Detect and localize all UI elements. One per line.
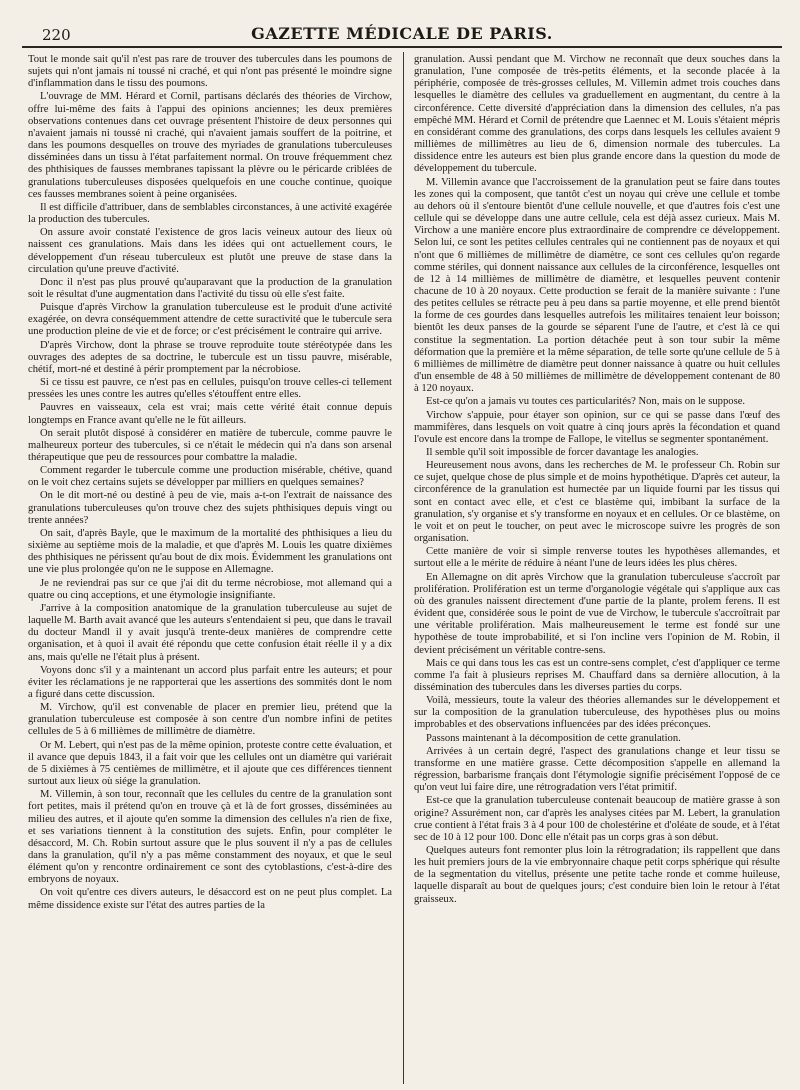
paragraph: Arrivées à un certain degré, l'aspect des granulations change et leur tissu se transforme en une matière grasse. Cette décomposition s'appelle en allemand la régression, barbarisme français dont l'étymologie signifie précisément l'opposé de ce qu'on veut lui faire dire, une rétrogradation vers l'état primitif. (414, 745, 780, 794)
paragraph: Or M. Lebert, qui n'est pas de la même opinion, proteste contre cette évaluation, et il avance que depuis 1843, il a fait voir que les cellules ont un diamètre qui variérait de 5 dixièmes à 75 centièmes de millimètre, et il ajoute que ces différences tiennent surtout aux lieux où siége la granulation. (28, 739, 392, 788)
paragraph: Est-ce qu'on a jamais vu toutes ces particularités? Non, mais on le suppose. (426, 396, 746, 408)
paragraph: Virchow s'appuie, pour étayer son opinion, sur ce qui se passe dans l'œuf des mammifères, dans lesquels on voit quatre à cinq jours après la fécondation et quand l'ovule est encore dans la trompe de Fallope, le vitellus se segmenter spontanément. (414, 409, 780, 445)
paragraph: M. Virchow, qu'il est convenable de placer en premier lieu, prétend que la granulation tuberculeuse est composée à son centre d'un nombre infini de petites cellules de 5 à 6 millièmes de millimètre de diamètre. (28, 702, 392, 738)
column-divider (403, 52, 404, 1084)
left-column (28, 54, 392, 1084)
paragraph: Comment regarder le tubercule comme une production misérable, chétive, quand on le voit chez certains sujets se développer par milliers en quelques semaines? (28, 465, 392, 489)
paragraph: L'ouvrage de MM. Hérard et Cornil, partisans déclarés des théories de Virchow, offre lui-même des faits à l'appui des opinions anciennes; les deux premières observations contenues dans cet ouvrage présentent l'histoire de deux personnes qui n'avaient jamais ni toussé ni craché, qui n'avaient jamais souffert de la poitrine, et dans les poumons desquelles on trouve des myriades de granulations tuberculeuses disséminées dans un tissu à l'état parfaitement normal. On trouve fréquemment chez des phthisiques de fausses membranes tapissant la plèvre ou le péricarde criblées de granulations tuberculeuses disposées quelquefois en une couche continue, quoique ces fausses membranes soient à peine organisées. (28, 91, 392, 200)
paragraph: On serait plutôt disposé à considérer en matière de tubercule, comme pauvre le malheureux porteur des tubercules, si ce n'était le médecin qui n'a dans son arsenal thérapeutique que peu de ressources pour combattre la maladie. (28, 427, 392, 463)
paragraph: J'arrive à la composition anatomique de la granulation tuberculeuse au sujet de laquelle M. Barth avait avancé que les auteurs s'entendaient si peu, que dans le travail du docteur Mandl il y avait jusqu'à trente-deux manières de comprendre cette organisation, et à quoi il avait été répondu que cette confusion était réelle il y a dix ans, mais qu'elle ne l'était plus à présent. (28, 602, 392, 663)
paragraph: Est-ce que la granulation tuberculeuse contenait beaucoup de matière grasse à son origine? Assurément non, car d'après les analyses citées par M. Lebert, la granulation crue contient à l'état frais 3 à 4 pour 100 de cholestérine et d'oléate de soude, et à l'état sec de 10 à 12 pour 100. Donc elle n'était pas un corps gras à son début. (414, 795, 780, 843)
paragraph: Cette manière de voir si simple renverse toutes les hypothèses allemandes, et surtout elle a le mérite de réduire à néant l'une de leurs idées les plus chères. (414, 546, 780, 570)
paragraph: Il semble qu'il soit impossible de forcer davantage les analogies. (426, 447, 699, 458)
paragraph: On sait, d'après Bayle, que le maximum de la mortalité des phthisiques a lieu du sixième au septième mois de la maladie, et que d'après M. Louis les quatre dixièmes des phthisiques ne périssent qu'au bout de dix mois. Évidemment les granulations ont une vie plus prolongée qu'on ne le suppose en Allemagne. (28, 527, 392, 576)
paragraph: On assure avoir constaté l'existence de gros lacis veineux autour des lieux où naissent ces granulations. Mais dans les idées qui ont actuellement cours, le développement d'un réseau tuberculeux est plutôt une preuve de stase dans la circulation qu'une preuve d'activité. (28, 227, 392, 275)
paragraph: Pauvres en vaisseaux, cela est vrai; mais cette vérité était connue depuis longtemps en France avant qu'elle ne le fût ailleurs. (28, 402, 392, 426)
paragraph: Donc il n'est pas plus prouvé qu'auparavant que la production de la granulation soit le résultat d'une augmentation dans l'activité du tissu où elle s'est faite. (28, 276, 392, 300)
right-column (414, 54, 780, 1084)
paragraph: Il est difficile d'attribuer, dans de semblables circonstances, à une activité exagérée la production des tubercules. (28, 201, 392, 226)
paragraph: Voyons donc s'il y a maintenant un accord plus parfait entre les auteurs; et pour éviter les réclamations je ne rapporterai que les assertions des sommités dont le nom a figuré dans cette discussion. (28, 664, 392, 700)
paragraph: Heureusement nous avons, dans les recherches de M. le professeur Ch. Robin sur ce sujet, quelque chose de plus simple et de moins hypothétique. D'après cet auteur, la circonférence de la granulation est humectée par un liquide fourni par les tissus qui sont en contact avec elle, et c'est ce blastème qui, imbibant la surface de la granulation, s'y organise et s'y transforme en noyaux et en cellules. Or ce blastème, on le voit et on peut le toucher, on peut avec le microscope suivre les progrès de son organisation. (414, 460, 780, 545)
paragraph: On le dit mort-né ou destiné à peu de vie, mais a-t-on l'extrait de naissance des granulations tuberculeuses qu'on trouve chez des sujets phthisiques depuis vingt ou trente années? (28, 490, 392, 526)
paragraph: granulation. Aussi pendant que M. Virchow ne reconnaît que deux souches dans la granulation, l'une composée de très-petits éléments, et la seconde placée à la périphérie, composée de très-grosses cellules, M. Villemin admet trois couches dans lesquelles le diamètre des cellules va graduellement en augmentant, du centre à la circonférence. Cette diversité d'appréciation dans la dimension des cellules, n'a pas empêché MM. Hérard et Cornil de prétendre que Laennec et M. Louis s'étaient mépris en considérant comme des granulations, des corps dans lesquels les cellules avaient 9 millièmes de millimètres au lieu de 6, dimension normale des tubercules. La dissidence entre les auteurs est bien plus grande encore dans la question du mode de développement du tubercule. (414, 54, 780, 175)
paragraph: Puisque d'après Virchow la granulation tuberculeuse est le produit d'une activité exagérée, on devra conséquemment attendre de cette suractivité que le tubercule sera une production pleine de vie et de force; or c'est précisément le contraire qui arrive. (28, 302, 392, 338)
paragraph: On voit qu'entre ces divers auteurs, le désaccord est on ne peut plus complet. La même dissidence existe sur l'état des autres parties de la (28, 887, 392, 911)
paragraph: M. Villemin avance que l'accroissement de la granulation peut se faire dans toutes les zones qui la composent, que tantôt c'est un noyau qui crève une cellule et tombe au dehors où il s'entoure bientôt d'une cellule nouvelle, et que d'autres fois c'est une cellule qui se développe dans une autre cellule, cela est déjà assez curieux. Mais M. Virchow a une manière encore plus extraordinaire de comprendre ce développement. Selon lui, ce sont les petites cellules centrales qui ne contiennent pas de noyaux et qui n'ont que 6 millièmes de millimètre de diamètre, ce sont ces cellules qu'on regarde comme stériles, qui donnent naissance aux cellules de la circonférence, lesquelles ont de 12 à 14 millièmes de millimètre de diamètre, et lesquelles peuvent contenir chacune de 10 à 20 noyaux. Cette production se ferait de la manière suivante : l'une des petites cellules se rétracte peu à peu dans sa partie moyenne, et elle prend bientôt la forme de ces gourdes dans lesquelles autrefois les militaires tenaient leur boisson; bientôt les deux panses de la gourde se séparent l'une de l'autre, et c'est là ce qui constitue la segmentation. La portion détachée peut à son tour subir la même déformation que la première et la même séparation, de telle sorte qu'une cellule de 5 à 6 millièmes de millimètre de diamètre peut donner naissance à quatre ou huit cellules d'un ensemble de 48 à 50 millièmes de millimètre de développement contenant de 80 à 120 noyaux. (414, 176, 780, 395)
paragraph: Mais ce qui dans tous les cas est un contre-sens complet, c'est d'appliquer ce terme comme l'a fait à plusieurs reprises M. Chauffard dans sa dernière allocution, à la dissémination des tubercules dans les diverses parties du corps. (414, 657, 780, 693)
page-header (22, 20, 782, 48)
paragraph: Quelques auteurs font remonter plus loin la rétrogradation; ils rappellent que dans les huit premiers jours de la vie embryonnaire chaque petit corps sphérique qui résulte de la segmentation du vitellus, présente une petite tache ronde et comme huileuse, laquelle disparaît au bout de quelques jours; c'est conduire bien loin le retour à l'état graisseux. (414, 845, 780, 905)
paragraph: Passons maintenant à la décomposition de cette granulation. (426, 732, 681, 744)
paragraph: M. Villemin, à son tour, reconnaît que les cellules du centre de la granulation sont fort petites, mais il prétend qu'on en trouve çà et là de fort grosses, disséminées au milieu des autres, et il ajoute qu'en somme la dimension des cellules n'a rien de fixe, et ses variations tiennent à la constitution des sujets. Enfin, pour compléter le désaccord, M. Ch. Robin surtout assure que le plus souvent il n'y a pas de cellules dans la granulation, qu'il n'y a pas même constamment des noyaux, et que le seul élément qu'on y rencontre ordinairement ce sont des cytoblastions, c'est-à-dire des embryons de noyaux. (28, 789, 392, 886)
paragraph: Je ne reviendrai pas sur ce que j'ai dit du terme nécrobiose, mot allemand qui a quatre ou cinq acceptions, et une étymologie insignifiante. (28, 577, 392, 601)
paragraph: Tout le monde sait qu'il n'est pas rare de trouver des tubercules dans les poumons de sujets qui n'ont jamais ni toussé ni craché, et qui n'ont pas présenté le moindre signe d'inflammation dans le tissu des poumons. (28, 54, 392, 90)
paragraph: D'après Virchow, dont la phrase se trouve reproduite toute stéréotypée dans les ouvrages des adeptes de sa doctrine, le tubercule est un tissu pauvre, misérable, chétif, mort-né et destiné à périr promptement par la nécrobiose. (28, 339, 392, 375)
paragraph: Si ce tissu est pauvre, ce n'est pas en cellules, puisqu'on trouve celles-ci tellement pressées les unes contre les autres qu'elles s'étouffent entre elles. (28, 377, 392, 401)
journal-title: GAZETTE MÉDICALE DE PARIS. (251, 24, 553, 43)
paragraph: Voilà, messieurs, toute la valeur des théories allemandes sur le développement et sur la composition de la granulation tuberculeuse, des hypothèses plus ou moins improbables et des observations influencées par des idées préconçues. (414, 695, 780, 731)
paragraph: En Allemagne on dit après Virchow que la granulation tuberculeuse s'accroît par prolifération. Prolifération est un terme d'organologie végétale qui s'applique aux cas où des granules naissent directement d'une partie de la plante, prolem ferens. Il est évident que, considérée sous le point de vue de Virchow, le tubercule s'accroîtrait par une véritable prolifération. Mais malheureusement le terme est fondé sur une hypothèse de toute improbabilité, et si l'on incline vers l'opinion de M. Robin, il devient précisément un véritable contre-sens. (414, 571, 780, 656)
page-number: 220 (42, 26, 71, 44)
